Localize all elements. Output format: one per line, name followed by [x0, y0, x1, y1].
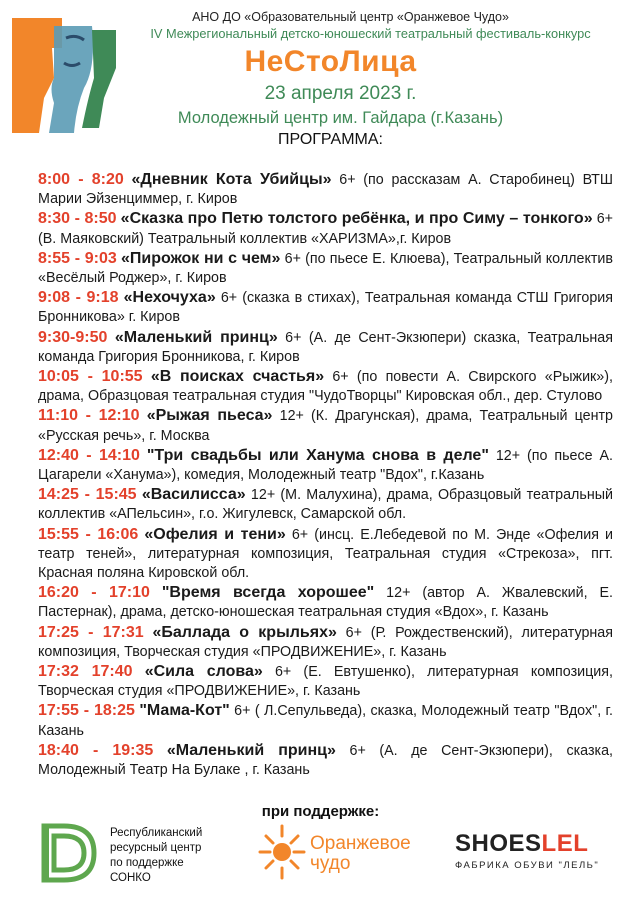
entry-details: 12+ (автор А. Жвалевский, Е. Пастернак), драма, детско-юношеская театральная студия «Вдох», г. Казань — [38, 585, 614, 621]
program-list — [38, 170, 613, 780]
entry-title: «Маленький принц» — [166, 741, 336, 759]
entry-time: 8:30 - 8:50 — [38, 210, 117, 228]
sun-logo-icon — [258, 822, 306, 882]
entry-details: 6+ (по пьесе Е. Клюева), Театральный коллектив «Весёлый Роджер», г. Киров — [38, 250, 613, 287]
program-entry — [38, 525, 613, 584]
entry-time: 12:40 - 14:10 — [38, 446, 140, 464]
entry-title: «Офелия и тени» — [144, 525, 286, 543]
sponsor-sonko — [38, 822, 238, 892]
entry-title: «Нехочуха» — [123, 289, 216, 307]
entry-title: «Сила слова» — [144, 663, 263, 681]
entry-time: 11:10 - 12:10 — [38, 407, 140, 425]
organization-name: АНО ДО «Образовательный центр «Оранжевое Чудо» — [192, 10, 509, 24]
support-label: при поддержке: — [261, 803, 380, 820]
program-entry — [38, 741, 613, 780]
entry-time: 17:32 17:40 — [38, 663, 133, 681]
program-entry — [38, 288, 613, 327]
entry-time: 18:40 - 19:35 — [38, 741, 154, 759]
entry-details: 6+ (инсц. Е.Лебедевой по М. Энде «Офелия и театр теней», литературная композиция, Театральная студия «Стрекоза», пгт. Красная поляна Кировской обл. — [38, 526, 613, 582]
program-entry — [38, 662, 613, 701]
entry-title: «Баллада о крыльях» — [152, 623, 337, 641]
entry-details: 6+ (А. де Сент-Экзюпери), сказка, Молодежный Театр На Булаке , г. Казань — [38, 742, 614, 779]
entry-details: 6+ (сказка в стихах), Театральная команда СТШ Григория Бронникова» г. Киров — [38, 290, 613, 326]
entry-details: 6+ ( Л.Сепульведа), сказка, Молодежный театр "Вдох", г. Казань — [38, 703, 613, 739]
entry-details: 6+ (Е. Евтушенко), литературная композиция, Творческая студия «ПРОДВИЖЕНИЕ», г. Казань — [38, 664, 614, 700]
entry-time: 10:05 - 10:55 — [38, 368, 143, 386]
entry-details: 12+ (К. Драгунская), драма, Театральный центр «Русская речь», г. Москва — [38, 408, 613, 444]
entry-title: «Василисса» — [141, 486, 246, 504]
entry-details: 6+ (А. де Сент-Экзюпери) сказка, Театральная команда Григория Бронникова, г. Киров — [38, 329, 613, 365]
program-entry — [38, 367, 613, 406]
entry-time: 9:08 - 9:18 — [38, 289, 119, 307]
entry-title: «В поисках счастья» — [150, 368, 325, 386]
festival-title: НеСтоЛица — [244, 45, 417, 78]
entry-title: "Время всегда хорошее" — [161, 584, 375, 602]
header — [0, 10, 641, 151]
festival-date: 23 апреля 2023 г. — [264, 83, 417, 104]
entry-time: 16:20 - 17:10 — [38, 584, 150, 602]
entry-time: 17:25 - 17:31 — [38, 623, 144, 641]
entry-time: 8:00 - 8:20 — [38, 171, 124, 188]
program-entry — [38, 406, 613, 445]
entry-details: 6+ (по повести А. Свирского «Рыжик»), драма, Образцовая театральная студия "ЧудоТворцы" Кировская обл., дер. Стулово — [38, 369, 613, 405]
entry-details: 12+ (М. Малухина), драма, Образцовый театральный коллектив «АПельсин», г.о. Жигулевск, Самарской обл. — [38, 487, 613, 523]
entry-title: «Пирожок ни с чем» — [120, 249, 281, 267]
program-entry — [38, 328, 613, 367]
shoeslel-subtitle: ФАБРИКА ОБУВИ "ЛЕЛЬ" — [455, 860, 600, 871]
program-entry — [38, 485, 613, 524]
program-heading: ПРОГРАММА: — [278, 131, 383, 148]
entry-title: «Рыжая пьеса» — [146, 407, 273, 425]
entry-details: 6+ (В. Маяковский) Театральный коллектив «ХАРИЗМА»,г. Киров — [38, 211, 614, 247]
program-entry — [38, 209, 613, 248]
entry-details: 6+ (по рассказам А. Старобинец) ВТШ Марии Эйзенциммер, г. Киров — [38, 172, 613, 208]
entry-details: 6+ (Р. Рождественский), литературная композиция, Творческая студия «ПРОДВИЖЕНИЕ», г. Казань — [38, 624, 613, 660]
program-entry — [38, 249, 613, 288]
sonko-text: Республиканский ресурсный центр по поддержке СОНКО — [110, 827, 203, 884]
program-entry — [38, 701, 613, 740]
entry-time: 9:30-9:50 — [38, 328, 108, 346]
entry-title: "Три свадьбы или Ханума снова в деле" — [146, 446, 489, 464]
entry-title: "Мама-Кот" — [139, 702, 230, 720]
entry-time: 15:55 - 16:06 — [38, 525, 139, 543]
orange-miracle-text: Оранжевое чудо — [310, 833, 411, 874]
entry-title: «Маленький принц» — [114, 328, 278, 346]
program-entry — [38, 583, 613, 622]
program-entry — [38, 446, 613, 485]
sponsor-shoeslel — [455, 830, 615, 890]
program-entry — [38, 170, 613, 209]
entry-time: 17:55 - 18:25 — [38, 702, 135, 720]
entry-title: «Сказка про Петю толстого ребёнка, и про Симу – тонкого» — [120, 210, 593, 228]
entry-details: 12+ (по пьесе А. Цагарели «Ханума»), комедия, Молодежный театр "Вдох", г.Казань — [38, 447, 614, 484]
sponsor-orange-miracle — [258, 822, 428, 892]
entry-time: 14:25 - 15:45 — [38, 486, 137, 504]
festival-subtitle: IV Межрегиональный детско-юношеский театральный фестиваль-конкурс — [150, 26, 591, 41]
entry-time: 8:55 - 9:03 — [38, 249, 117, 267]
shoeslel-brand: SHOESLEL — [455, 830, 589, 857]
sonko-logo-icon — [38, 822, 100, 884]
program-entry — [38, 623, 613, 662]
festival-venue: Молодежный центр им. Гайдара (г.Казань) — [177, 109, 504, 127]
entry-title: «Дневник Кота Убийцы» — [131, 171, 332, 188]
